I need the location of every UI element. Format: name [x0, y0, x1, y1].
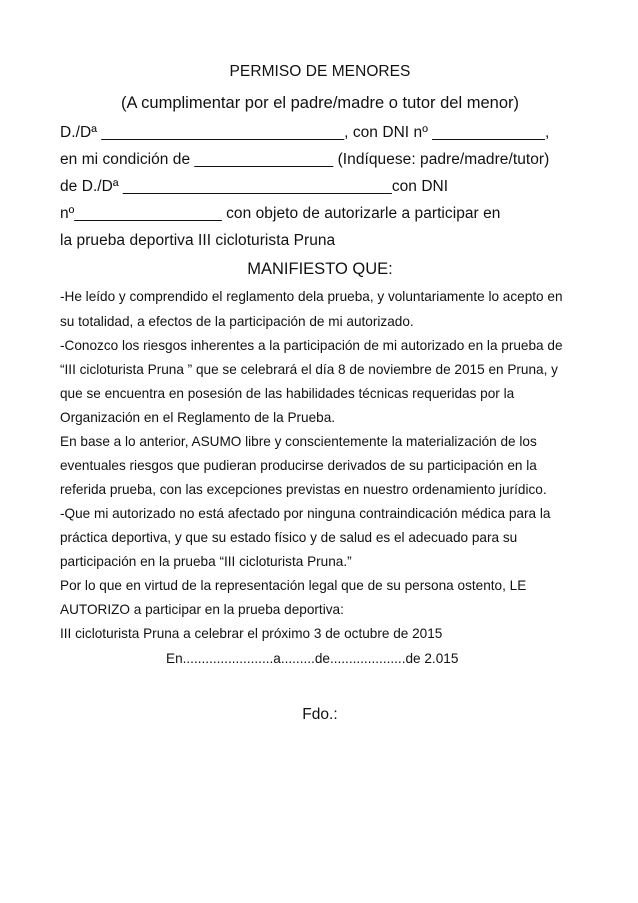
body-line: En base a lo anterior, ASUMO libre y conscientemente la materialización de los — [60, 434, 537, 449]
body-line: referida prueba, con las excepciones previstas en nuestro ordenamiento jurídico. — [60, 482, 547, 497]
body-line: AUTORIZO a participar en la prueba deportiva: — [60, 602, 344, 617]
body-line: -Que mi autorizado no está afectado por ninguna contraindicación médica para la — [60, 506, 551, 521]
body-line: -Conozco los riesgos inherentes a la participación de mi autorizado en la prueba de — [60, 338, 563, 353]
body-line: eventuales riesgos que pudieran producirse derivados de su participación en la — [60, 458, 537, 473]
section-heading: MANIFIESTO QUE: — [247, 260, 393, 278]
form-line: la prueba deportiva III cicloturista Pruna — [60, 232, 336, 249]
body-line: que se encuentra en posesión de las habilidades técnicas requeridas por la — [60, 386, 515, 401]
body-line: participación en la prueba “III cicloturista Pruna.” — [60, 554, 352, 569]
body-line: “III cicloturista Pruna ” que se celebrará el día 8 de noviembre de 2015 en Pruna, y — [60, 362, 558, 377]
document-title: PERMISO DE MENORES — [229, 63, 411, 80]
document-subtitle: (A cumplimentar por el padre/madre o tutor del menor) — [120, 94, 519, 112]
body-line: III cicloturista Pruna a celebrar el próximo 3 de octubre de 2015 — [60, 626, 443, 641]
date-line: En........................a.........de....................de 2.015 — [166, 651, 459, 666]
form-line: D./Dª ____________________________, con DNI nº _____________, — [60, 124, 550, 141]
signature-label: Fdo.: — [302, 706, 338, 723]
body-line: Por lo que en virtud de la representación legal que de su persona ostento, LE — [60, 578, 527, 593]
form-line: de D./Dª _______________________________con DNI — [60, 178, 449, 195]
body-line: su totalidad, a efectos de la participación de mi autorizado. — [60, 314, 414, 329]
body-line: Organización en el Reglamento de la Prueba. — [60, 410, 336, 425]
form-line: en mi condición de ________________ (Indíquese: padre/madre/tutor) — [60, 151, 550, 168]
form-line: nº_________________ con objeto de autorizarle a participar en — [60, 205, 501, 222]
body-line: práctica deportiva, y que su estado físico y de salud es el adecuado para su — [60, 530, 518, 545]
body-line: -He leído y comprendido el reglamento dela prueba, y voluntariamente lo acepto en — [60, 289, 563, 304]
